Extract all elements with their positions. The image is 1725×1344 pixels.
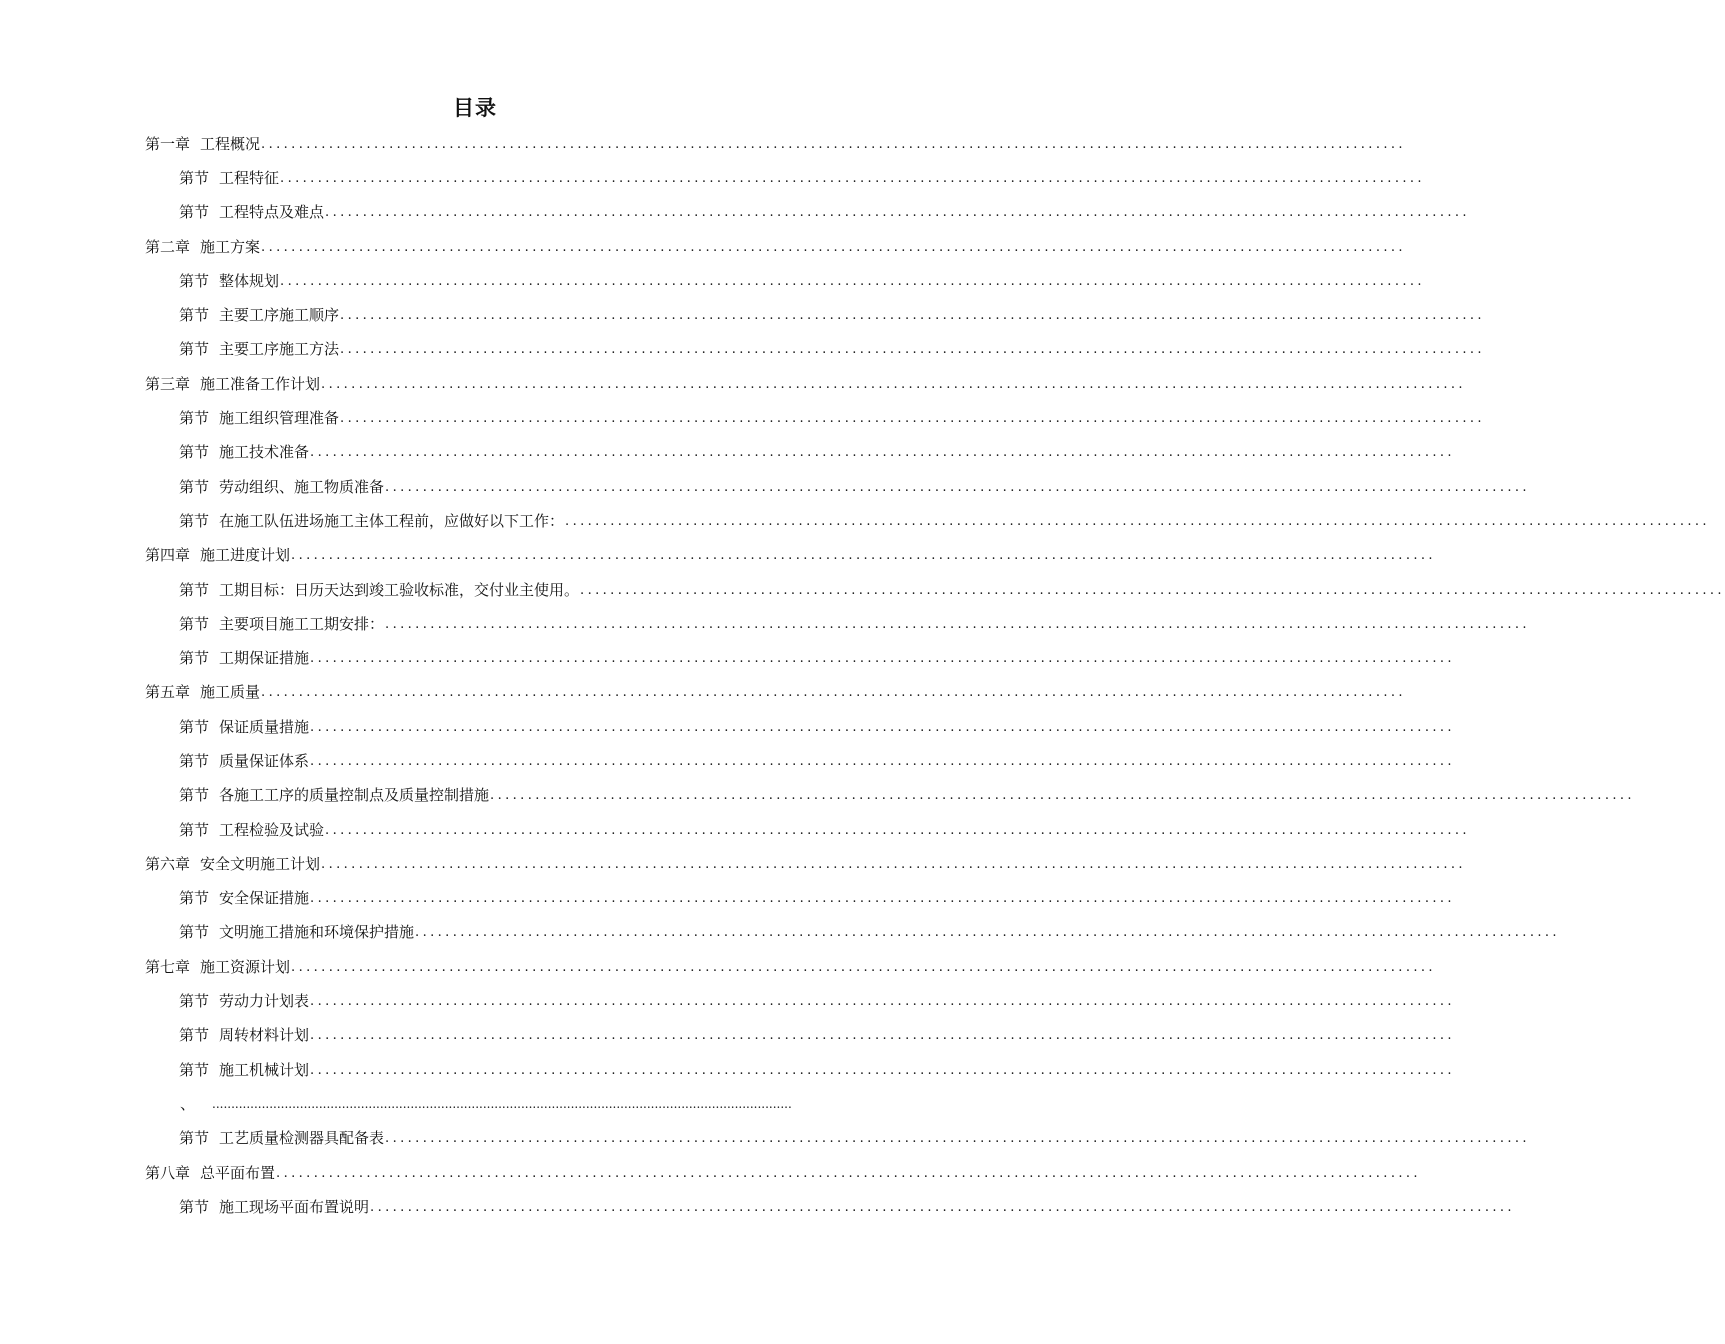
toc-entry-label bbox=[179, 784, 489, 805]
toc-entry-label bbox=[145, 956, 290, 977]
toc-entry-number: 第节 bbox=[179, 443, 210, 462]
toc-entry-label bbox=[179, 819, 324, 840]
toc-entry-number: 第节 bbox=[179, 786, 210, 805]
toc-entry-number: 第节 bbox=[179, 889, 210, 908]
toc-leader-dots: ........................................................................................................................................................ bbox=[340, 411, 1485, 427]
toc-entry-number: 第节 bbox=[179, 649, 210, 668]
toc-entry-number: 第节 bbox=[179, 1026, 210, 1045]
toc-chapter-entry[interactable] bbox=[0, 1155, 1421, 1189]
toc-section-entry[interactable] bbox=[0, 881, 1455, 915]
toc-entry-number: 第节 bbox=[179, 992, 210, 1011]
toc-entry-label bbox=[179, 716, 309, 737]
toc-leader-dots: ........................................................................................................................................................ bbox=[321, 856, 1466, 872]
toc-entry-number: 第节 bbox=[179, 923, 210, 942]
toc-entry-label bbox=[179, 887, 309, 908]
toc-entry-title: 各施工工序的质量控制点及质量控制措施 bbox=[219, 786, 490, 805]
toc-section-entry[interactable] bbox=[0, 435, 1455, 469]
toc-entry-number: 第五章 bbox=[145, 683, 191, 702]
toc-entry-title: 施工方案 bbox=[200, 237, 261, 256]
toc-entry-label bbox=[179, 579, 579, 600]
toc-entry-title: 工期目标：日历天达到竣工验收标准，交付业主使用。 bbox=[219, 580, 580, 599]
toc-leader-dots: ........................................................................................................................................................ bbox=[310, 651, 1455, 667]
toc-entry-title: 周转材料计划 bbox=[219, 1026, 310, 1045]
toc-entry-label bbox=[179, 441, 309, 462]
toc-entry-title: 工期保证措施 bbox=[219, 649, 310, 668]
toc-leader-dots: ........................................................................................................................................................ bbox=[340, 342, 1485, 358]
toc-entry-number: 第节 bbox=[179, 511, 210, 530]
toc-entry-number: 第节 bbox=[179, 477, 210, 496]
toc-entry-label bbox=[179, 1127, 384, 1148]
toc-section-entry[interactable] bbox=[0, 1052, 1455, 1086]
toc-leader-dots: ........................................................................................................................................................ bbox=[580, 582, 1725, 598]
toc-entry-label bbox=[179, 476, 384, 497]
toc-entry-number: 第节 bbox=[179, 820, 210, 839]
toc-entry-number: 第节 bbox=[179, 614, 210, 633]
toc-section-entry[interactable] bbox=[0, 915, 1560, 949]
toc-entry-title: 文明施工措施和环境保护措施 bbox=[219, 923, 415, 942]
toc-entry-label bbox=[179, 167, 279, 188]
toc-leader-dots: ........................................................................................................................................................ bbox=[261, 685, 1406, 701]
toc-section-entry[interactable] bbox=[0, 1018, 1455, 1052]
toc-leader-dots: ........................................................................................................................................................ bbox=[261, 136, 1406, 152]
toc-entry-label bbox=[179, 510, 564, 531]
toc-entry-number: 第节 bbox=[179, 580, 210, 599]
toc-leader-dots: ........................................................................................................................................................ bbox=[261, 239, 1406, 255]
toc-chapter-entry[interactable] bbox=[0, 366, 1466, 400]
toc-entry-label bbox=[145, 373, 320, 394]
toc-entry-number: 第节 bbox=[179, 1060, 210, 1079]
toc-entry-number: 第节 bbox=[179, 751, 210, 770]
toc-leader-dots: ........................................................................................................................................................ bbox=[490, 788, 1635, 804]
toc-entry-title: 在施工队伍进场施工主体工程前，应做好以下工作： bbox=[219, 511, 565, 530]
toc-entry-title: 施工组织管理准备 bbox=[219, 409, 340, 428]
toc-section-entry[interactable] bbox=[0, 709, 1455, 743]
toc-leader-dots: ........................................................................................................................................................ bbox=[310, 1062, 1455, 1078]
toc-entry-number: 第六章 bbox=[145, 854, 191, 873]
toc-entry-title: 工程检验及试验 bbox=[219, 820, 325, 839]
toc-leader-dots: ........................................................................................................................................................ bbox=[340, 308, 1485, 324]
toc-entry-title: 主要项目施工工期安排： bbox=[219, 614, 385, 633]
toc-leader-dots: ........................................................................................................................................................ bbox=[325, 822, 1470, 838]
toc-section-entry[interactable] bbox=[0, 983, 1455, 1017]
toc-section-entry[interactable] bbox=[0, 778, 1635, 812]
toc-entry-title: 总平面布置 bbox=[200, 1163, 276, 1182]
toc-entry-label bbox=[179, 750, 309, 771]
toc-entry-title: 工程概况 bbox=[200, 134, 261, 153]
toc-leader-dots: ........................................................................................................................................................ bbox=[385, 1131, 1530, 1147]
toc-section-entry[interactable] bbox=[0, 640, 1455, 674]
toc-leader-dots: ........................................................................................................................................................ bbox=[291, 548, 1436, 564]
toc-entry-label bbox=[145, 236, 260, 257]
toc-entry-title: 安全保证措施 bbox=[219, 889, 310, 908]
toc-leader-dots: ........................................................................................................................................................ bbox=[276, 1165, 1421, 1181]
page-title: 目录 bbox=[453, 96, 497, 120]
toc-entry-number: 、 bbox=[180, 1094, 196, 1113]
toc-entry-title: 施工准备工作计划 bbox=[200, 374, 321, 393]
toc-entry-number: 第节 bbox=[179, 271, 210, 290]
toc-section-entry[interactable] bbox=[0, 297, 1485, 331]
toc-leader-dots: ........................................................................................................................................................ bbox=[310, 994, 1455, 1010]
toc-entry-number: 第节 bbox=[179, 306, 210, 325]
toc-entry-title: 整体规划 bbox=[219, 271, 280, 290]
toc-entry-number: 第三章 bbox=[145, 374, 191, 393]
toc-chapter-entry[interactable] bbox=[0, 949, 1436, 983]
toc-leader-dots: ........................................................................................................................................................ bbox=[370, 1199, 1515, 1215]
toc-entry-number: 第八章 bbox=[145, 1163, 191, 1182]
toc-entry-label bbox=[179, 990, 309, 1011]
toc-entry-label bbox=[179, 407, 339, 428]
toc-entry-title: 劳动力计划表 bbox=[219, 992, 310, 1011]
toc-section-entry[interactable] bbox=[0, 606, 1530, 640]
toc-leader-dots: ........................................................................................................................................................ bbox=[415, 925, 1560, 941]
toc-entry-number: 第七章 bbox=[145, 957, 191, 976]
toc-entry-title: 施工质量 bbox=[200, 683, 261, 702]
toc-section-entry[interactable] bbox=[0, 812, 1470, 846]
toc-entry-label bbox=[179, 338, 339, 359]
toc-leader-dots: ........................................................................................................................................................ bbox=[385, 479, 1530, 495]
toc-entry-title: 施工机械计划 bbox=[219, 1060, 310, 1079]
toc-entry-number: 第节 bbox=[179, 168, 210, 187]
toc-entry-number: 第四章 bbox=[145, 546, 191, 565]
toc-entry-title: 主要工序施工方法 bbox=[219, 340, 340, 359]
toc-chapter-entry[interactable] bbox=[0, 538, 1436, 572]
toc-leader-dots: ........................................................................................................................................................ bbox=[291, 959, 1436, 975]
toc-leader-dots: ........................................................................................................................................................ bbox=[385, 616, 1530, 632]
toc-chapter-entry[interactable] bbox=[0, 846, 1466, 880]
toc-entry-label bbox=[179, 1024, 309, 1045]
toc-chapter-entry[interactable] bbox=[0, 229, 1406, 263]
toc-leader-dots: ........................................................................................................................................................ bbox=[310, 753, 1455, 769]
toc-entry-label bbox=[180, 1093, 195, 1114]
toc-chapter-entry[interactable] bbox=[0, 675, 1406, 709]
toc-section-entry[interactable] bbox=[0, 400, 1485, 434]
toc-entry-number: 第节 bbox=[179, 409, 210, 428]
table-of-contents bbox=[0, 126, 1725, 1224]
toc-entry-title: 安全文明施工计划 bbox=[200, 854, 321, 873]
toc-leader-dots: ........................................................................................................................................................ bbox=[280, 273, 1425, 289]
toc-entry-title: 劳动组织、施工物质准备 bbox=[219, 477, 385, 496]
toc-entry-label bbox=[145, 681, 260, 702]
toc-entry-number: 第一章 bbox=[145, 134, 191, 153]
toc-entry-label bbox=[179, 647, 309, 668]
toc-entry-number: 第节 bbox=[179, 203, 210, 222]
toc-section-entry[interactable] bbox=[0, 263, 1425, 297]
toc-leader-dots: ........................................................................................................................................................ bbox=[280, 170, 1425, 186]
toc-section-entry[interactable] bbox=[0, 332, 1485, 366]
toc-entry-label bbox=[179, 304, 339, 325]
toc-entry-title: 工艺质量检测器具配备表 bbox=[219, 1129, 385, 1148]
toc-section-entry[interactable] bbox=[0, 160, 1425, 194]
toc-entry-label bbox=[145, 133, 260, 154]
toc-entry-label bbox=[145, 544, 290, 565]
toc-entry-title: 施工技术准备 bbox=[219, 443, 310, 462]
toc-leader-dots: ........................................................................................................................................................ bbox=[310, 891, 1455, 907]
toc-section-entry[interactable] bbox=[0, 1121, 1530, 1155]
toc-entry-label bbox=[145, 853, 320, 874]
toc-section-entry[interactable] bbox=[0, 1086, 950, 1120]
toc-section-entry[interactable] bbox=[0, 1189, 1515, 1223]
toc-entry-title: 保证质量措施 bbox=[219, 717, 310, 736]
toc-chapter-entry[interactable] bbox=[0, 126, 1406, 160]
toc-leader-dots: ........................................................................................................................................................ bbox=[565, 513, 1710, 529]
toc-entry-title: 主要工序施工顺序 bbox=[219, 306, 340, 325]
toc-entry-title: 质量保证体系 bbox=[219, 751, 310, 770]
toc-leader-dots: ........................................................................................................................................................ bbox=[310, 719, 1455, 735]
toc-leader-dots: ........................................................................................................................................................ bbox=[321, 376, 1466, 392]
toc-entry-label bbox=[145, 1162, 275, 1183]
toc-entry-title: 施工资源计划 bbox=[200, 957, 291, 976]
toc-entry-label bbox=[179, 921, 414, 942]
toc-entry-label bbox=[179, 270, 279, 291]
toc-entry-label bbox=[179, 613, 384, 634]
toc-entry-number: 第节 bbox=[179, 340, 210, 359]
toc-section-entry[interactable] bbox=[0, 195, 1470, 229]
toc-entry-number: 第节 bbox=[179, 1129, 210, 1148]
toc-section-entry[interactable] bbox=[0, 503, 1710, 537]
toc-entry-number: 第节 bbox=[179, 717, 210, 736]
toc-leader-dots: ........................................................................................................................................................ bbox=[325, 205, 1470, 221]
toc-section-entry[interactable] bbox=[0, 743, 1455, 777]
toc-leader-dots: ........................................................................................................................................................ bbox=[212, 1097, 792, 1112]
toc-leader-dots: ........................................................................................................................................................ bbox=[310, 445, 1455, 461]
toc-section-entry[interactable] bbox=[0, 572, 1725, 606]
toc-section-entry[interactable] bbox=[0, 469, 1530, 503]
toc-leader-dots: ........................................................................................................................................................ bbox=[310, 1028, 1455, 1044]
toc-entry-number: 第节 bbox=[179, 1197, 210, 1216]
toc-entry-title: 施工现场平面布置说明 bbox=[219, 1197, 370, 1216]
toc-entry-title: 工程特征 bbox=[219, 168, 280, 187]
toc-entry-label bbox=[179, 201, 324, 222]
toc-entry-title: 施工进度计划 bbox=[200, 546, 291, 565]
toc-entry-number: 第二章 bbox=[145, 237, 191, 256]
toc-entry-label bbox=[179, 1059, 309, 1080]
toc-entry-title: 工程特点及难点 bbox=[219, 203, 325, 222]
toc-entry-label bbox=[179, 1196, 369, 1217]
